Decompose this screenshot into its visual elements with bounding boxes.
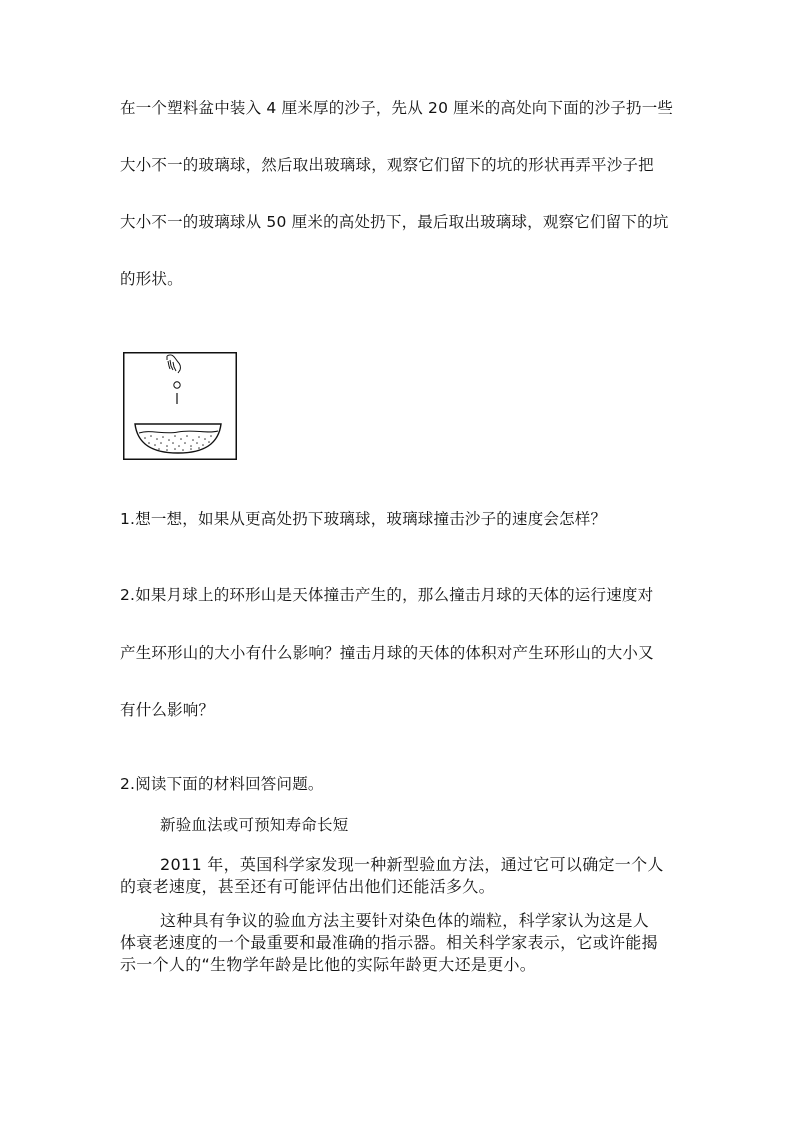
hand-dropping-ball-into-sand-bowl-icon bbox=[123, 352, 237, 460]
experiment-line-4: 的形状。 bbox=[120, 270, 183, 288]
question-2-line-1: 2.如果月球上的环形山是天体撞击产生的，那么撞击月球的天体的运行速度对 bbox=[120, 586, 654, 604]
question-1: 1.想一想，如果从更高处扔下玻璃球，玻璃球撞击沙子的速度会怎样？ bbox=[120, 510, 607, 528]
reading-paragraph-2: 这种具有争议的验血方法主要针对染色体的端粒，科学家认为这是人体衰老速度的一个最重要和最准确的指示器。相关科学家表示，它或许能揭示一个人的“生物学年龄是比他的实际年龄更大还是更小。 bbox=[120, 911, 658, 974]
reading-heading: 2.阅读下面的材料回答问题。 bbox=[120, 775, 324, 793]
question-2-line-3: 有什么影响？ bbox=[120, 701, 215, 719]
experiment-line-2: 大小不一的玻璃球，然后取出玻璃球，观察它们留下的坑的形状再弄平沙子把 bbox=[120, 156, 654, 174]
question-2-line-2: 产生环形山的大小有什么影响？撞击月球的天体的体积对产生环形山的大小又 bbox=[120, 644, 654, 662]
reading-title: 新验血法或可预知寿命长短 bbox=[160, 816, 349, 834]
reading-paragraph-1: 2011 年，英国科学家发现一种新型验血方法，通过它可以确定一个人的衰老速度，甚至还有可能评估出他们还能活多久。 bbox=[120, 855, 664, 896]
experiment-line-1: 在一个塑料盆中装入 4 厘米厚的沙子，先从 20 厘米的高处向下面的沙子扔一些 bbox=[120, 99, 674, 117]
experiment-line-3: 大小不一的玻璃球从 50 厘米的高处扔下，最后取出玻璃球，观察它们留下的坑 bbox=[120, 213, 669, 231]
